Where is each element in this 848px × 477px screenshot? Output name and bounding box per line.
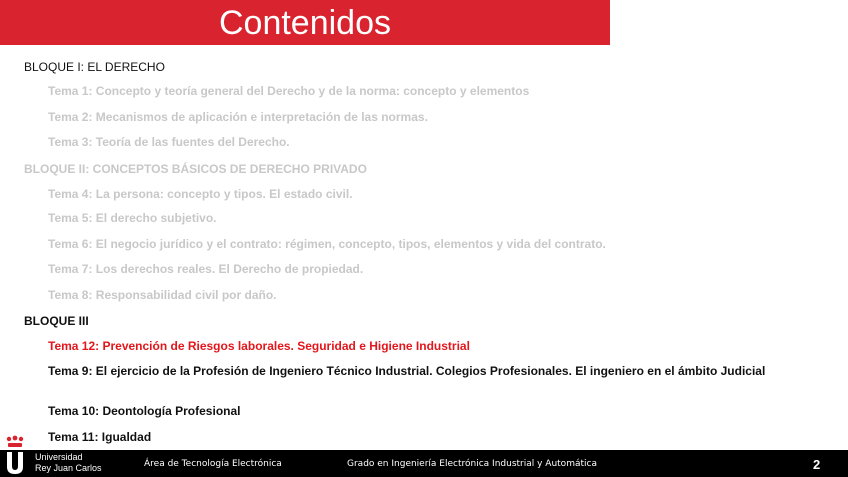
footer-degree: Grado en Ingeniería Electrónica Industrial y Automática [347,459,597,469]
slide-title: Contenidos [218,3,391,42]
topic-3: Tema 3: Teoría de las fuentes del Derecho. [48,135,290,149]
topic-1: Tema 1: Concepto y teoría general del Derecho y de la norma: concepto y elementos [48,84,530,98]
topic-7: Tema 7: Los derechos reales. El Derecho de propiedad. [48,262,364,276]
block-3-heading: BLOQUE III [24,314,89,328]
block-1-heading: BLOQUE I: EL DERECHO [24,60,165,74]
topic-2: Tema 2: Mecanismos de aplicación e interpretación de las normas. [48,110,428,124]
topic-4: Tema 4: La persona: concepto y tipos. El estado civil. [48,187,353,201]
topic-11: Tema 11: Igualdad [48,430,152,444]
topic-9: Tema 9: El ejercicio de la Profesión de Ingeniero Técnico Industrial. Colegios Profesionales. El ingeniero en el ámbito Judicial [48,364,766,378]
crown-crest-icon [5,435,25,449]
topic-5: Tema 5: El derecho subjetivo. [48,211,217,225]
topic-10: Tema 10: Deontología Profesional [48,404,241,418]
university-name [35,452,102,474]
university-name-line1: Universidad [35,452,83,462]
block-2-heading: BLOQUE II: CONCEPTOS BÁSICOS DE DERECHO PRIVADO [24,162,367,176]
footer-area: Área de Tecnología Electrónica [144,459,282,469]
topic-6: Tema 6: El negocio jurídico y el contrato: régimen, concepto, tipos, elementos y vida del contrato. [48,237,606,251]
slide-title-bar [0,0,610,45]
topic-8: Tema 8: Responsabilidad civil por daño. [48,288,277,302]
university-logo-icon [4,450,26,476]
page-number: 2 [813,457,821,472]
university-name-line2: Rey Juan Carlos [35,463,102,473]
topic-12-highlighted: Tema 12: Prevención de Riesgos laborales. Seguridad e Higiene Industrial [48,339,470,353]
